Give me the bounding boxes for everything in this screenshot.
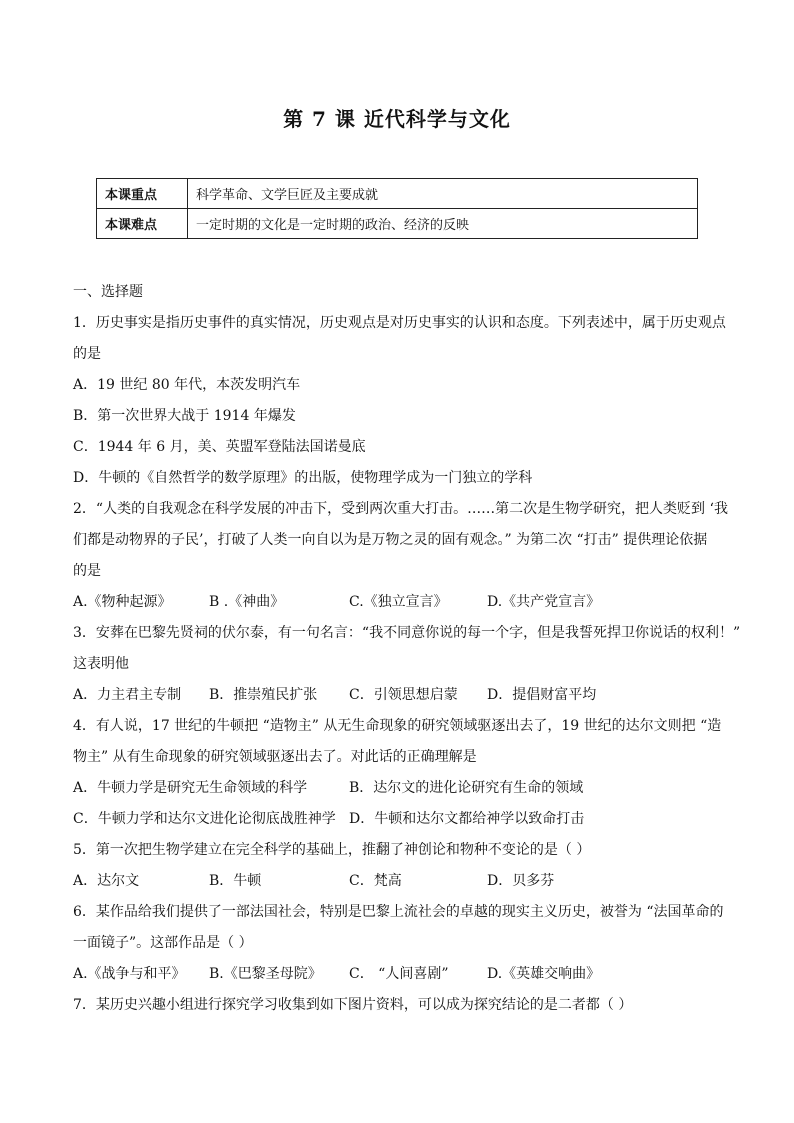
q1-option-c: C．1944 年 6 月，美、英盟军登陆法国诺曼底: [73, 439, 366, 455]
key-label: 本课重点: [97, 179, 188, 209]
question-2-stem-cont: 的是: [73, 563, 101, 579]
q2-option-a: A.《物种起源》: [73, 594, 172, 610]
q1-option-a: A．19 世纪 80 年代，本茨发明汽车: [73, 377, 301, 393]
q6-option-b: B.《巴黎圣母院》: [209, 966, 322, 982]
question-7-stem: 7．某历史兴趣小组进行探究学习收集到如下图片资料，可以成为探究结论的是二者都（ ）: [73, 997, 633, 1013]
key-value: 科学革命、文学巨匠及主要成就: [188, 179, 698, 209]
q3-option-c: C．引领思想启蒙: [349, 687, 458, 703]
q4-options-row1: [73, 773, 733, 804]
q2-option-d: D.《共产党宣言》: [487, 594, 601, 610]
difficulty-label: 本课难点: [97, 209, 188, 239]
q4-option-d: D．牛顿和达尔文都给神学以致命打击: [349, 811, 585, 827]
q5-option-c: C．梵高: [349, 873, 402, 889]
question-4-stem: 4．有人说，17 世纪的牛顿把 “造物主” 从无生命现象的研究领域驱逐出去了，19 世纪的达尔文则把 “造: [73, 718, 722, 734]
question-6-stem: 6．某作品给我们提供了一部法国社会，特别是巴黎上流社会的卓越的现实主义历史，被誉为 “法国革命的: [73, 904, 724, 920]
q1-option-b: B．第一次世界大战于 1914 年爆发: [73, 408, 296, 424]
q5-option-b: B．牛顿: [209, 873, 262, 889]
section-heading: 一、选择题: [73, 284, 143, 300]
q3-option-b: B．推崇殖民扩张: [209, 687, 318, 703]
q6-options: [73, 959, 733, 990]
question-4-stem-cont: 物主” 从有生命现象的研究领域驱逐出去了。对此话的正确理解是: [73, 749, 477, 765]
q5-options: [73, 866, 733, 897]
key-points-table: [96, 178, 698, 239]
q6-option-d: D.《英雄交响曲》: [487, 966, 601, 982]
q3-options: [73, 680, 733, 711]
q2-option-c: C.《独立宣言》: [349, 594, 448, 610]
lesson-title: 第 7 课 近代科学与文化: [283, 107, 511, 131]
q4-option-b: B．达尔文的进化论研究有生命的领域: [349, 780, 584, 796]
table-row: [97, 209, 698, 239]
question-list: [73, 277, 741, 1021]
q2-options: [73, 587, 733, 618]
question-2-stem-cont: 们都是动物界的子民’，打破了人类一向自以为是万物之灵的固有观念。” 为第二次 “打击” 提供理论依据: [73, 532, 708, 548]
q6-option-c: C． “人间喜剧”: [349, 966, 449, 982]
question-6-stem-cont: 一面镜子”。这部作品是（ ）: [73, 935, 253, 951]
table-row: [97, 179, 698, 209]
q5-option-d: D．贝多芬: [487, 873, 555, 889]
q4-options-row2: [73, 804, 733, 835]
question-1-stem: 1．历史事实是指历史事件的真实情况，历史观点是对历史事实的认识和态度。下列表述中，属于历史观点: [73, 315, 726, 331]
q3-option-d: D．提倡财富平均: [487, 687, 597, 703]
q4-option-a: A．牛顿力学是研究无生命领域的科学: [73, 780, 308, 796]
question-3-stem: 3．安葬在巴黎先贤祠的伏尔泰，有一句名言：“我不同意你说的每一个字，但是我誓死捍卫你说话的权利！”: [73, 625, 741, 641]
q6-option-a: A.《战争与和平》: [73, 966, 186, 982]
q2-option-b: B .《神曲》: [209, 594, 285, 610]
question-3-stem-cont: 这表明他: [73, 656, 129, 672]
q5-option-a: A．达尔文: [73, 873, 140, 889]
q3-option-a: A．力主君主专制: [73, 687, 182, 703]
question-2-stem: 2．“人类的自我观念在科学发展的冲击下，受到两次重大打击。……第二次是生物学研究，把人类贬到 ‘我: [73, 501, 728, 517]
question-5-stem: 5．第一次把生物学建立在完全科学的基础上，推翻了神创论和物种不变论的是（ ）: [73, 842, 591, 858]
difficulty-value: 一定时期的文化是一定时期的政治、经济的反映: [188, 209, 698, 239]
question-1-stem-cont: 的是: [73, 346, 101, 362]
q1-option-d: D．牛顿的《自然哲学的数学原理》的出版，使物理学成为一门独立的学科: [73, 470, 533, 486]
q4-option-c: C．牛顿力学和达尔文进化论彻底战胜神学: [73, 811, 336, 827]
